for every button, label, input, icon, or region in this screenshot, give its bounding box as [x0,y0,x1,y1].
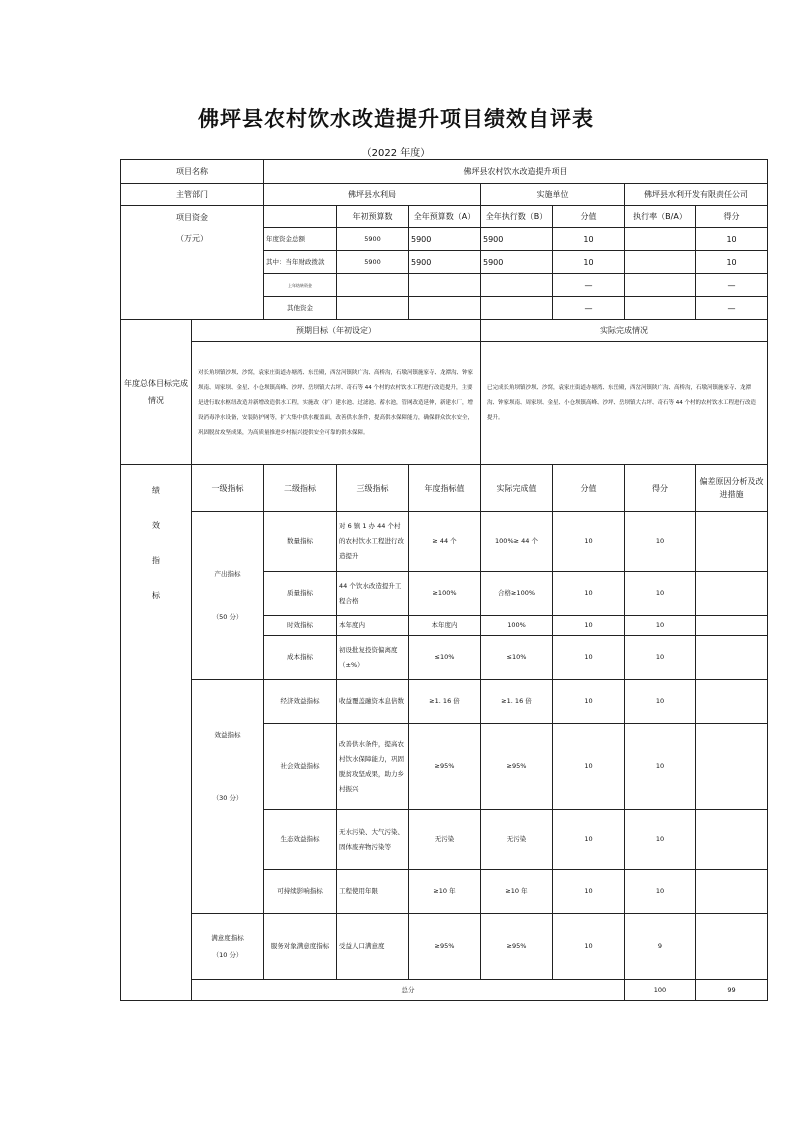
funds-cell: 5900 [409,228,481,251]
indicator-header-3: 年度指标值 [409,465,481,512]
funds-cell: 5900 [337,251,409,274]
l3-cell: 改善供水条件，提高农村饮水保障能力，巩固脱贫攻坚成果，助力乡村振兴 [337,724,409,810]
side-char: 绩 [152,486,160,495]
side-char: 效 [152,521,160,530]
actual-cell: ≥95% [481,724,553,810]
funds-row-name: 其中：当年财政拨款 [264,251,337,274]
total-label: 总分 [192,980,625,1001]
side-char: 指 [152,556,160,565]
funds-header-0: 年初预算数 [337,206,409,228]
target-cell: ≥ 44 个 [409,512,481,572]
funds-cell: — [696,297,768,320]
l2-cell: 时效指标 [264,616,337,636]
indicator-header-4: 实际完成值 [481,465,553,512]
actual-cell: ≥95% [481,914,553,980]
got-cell: 10 [625,724,696,810]
actual-cell: 100% [481,616,553,636]
got-cell: 10 [625,616,696,636]
note-cell [696,810,768,870]
indicators-side-label [121,465,192,1001]
row-goals-header [121,320,768,342]
actual-cell: 合格≥100% [481,572,553,616]
l3-cell: 受益人口满意度 [337,914,409,980]
l2-cell: 生态效益指标 [264,810,337,870]
funds-header-3: 分值 [553,206,625,228]
row-project-name [121,160,768,184]
total-got: 99 [696,980,768,1001]
l3-cell: 44 个饮水改造提升工程合格 [337,572,409,616]
funds-cell [409,297,481,320]
score-cell: 10 [553,512,625,572]
funds-row-name: 其他资金 [264,297,337,320]
l3-cell: 收益覆盖融资本息倍数 [337,680,409,724]
funds-header-2: 全年执行数（B） [481,206,553,228]
target-cell: ≤10% [409,636,481,680]
funds-header-5: 得分 [696,206,768,228]
target-cell: ≥10 年 [409,870,481,914]
funds-cell [409,274,481,297]
funds-cell [625,297,696,320]
score-cell: 10 [553,572,625,616]
got-cell: 10 [625,810,696,870]
actual-cell: 100%≥ 44 个 [481,512,553,572]
l2-cell: 可持续影响指标 [264,870,337,914]
row-goals-content [121,342,768,465]
funds-cell: 10 [696,251,768,274]
project-name-label: 项目名称 [121,160,264,184]
funds-cell [625,228,696,251]
funds-header-blank [264,206,337,228]
target-cell: 本年度内 [409,616,481,636]
funds-header-1: 全年预算数（A） [409,206,481,228]
note-cell [696,512,768,572]
l1-label: 满意度指标 [211,933,244,942]
got-cell: 10 [625,512,696,572]
funds-label-cell [121,206,264,320]
funds-cell: — [553,274,625,297]
score-cell: 10 [553,616,625,636]
funds-cell: — [553,297,625,320]
funds-cell: 5900 [337,228,409,251]
funds-cell [625,251,696,274]
impl-value: 佛坪县水利开发有限责任公司 [625,184,768,206]
note-cell [696,680,768,724]
funds-cell: 10 [696,228,768,251]
document-year: （2022 年度） [361,148,431,159]
target-cell: ≥95% [409,724,481,810]
row-indicators-header [121,465,768,512]
l1-benefit-cell [192,680,264,914]
funds-cell: 10 [553,251,625,274]
target-cell: 无污染 [409,810,481,870]
l3-cell: 初设批复投资偏离度（±%） [337,636,409,680]
actual-cell: ≥1. 16 倍 [481,680,553,724]
indicator-row [121,680,768,724]
target-cell: ≥1. 16 倍 [409,680,481,724]
note-cell [696,572,768,616]
goals-actual-text: 已完成长角坝镇沙坝、沙窝，袁家庄街道办塘湾、东岳殿，西岔河镇陕广沟、高桥沟，石墩河镇施家寺、龙潭沟、钟家坝南、周家坝、金星、小仓坝镇高峰、沙坪、岳坝镇大古坪、奇石等 44 个村的农村饮水工程进行改造提升。 [481,342,768,465]
l3-cell: 本年度内 [337,616,409,636]
goals-label: 年度总体目标完成情况 [121,320,192,465]
funds-cell: 5900 [481,228,553,251]
dept-value: 佛坪县水利局 [264,184,481,206]
actual-cell: ≤10% [481,636,553,680]
note-cell [696,914,768,980]
got-cell: 10 [625,680,696,724]
indicator-row [121,914,768,980]
goals-expected-label: 预期目标（年初设定） [192,320,481,342]
actual-cell: 无污染 [481,810,553,870]
impl-label: 实施单位 [481,184,625,206]
score-cell: 10 [553,636,625,680]
note-cell [696,616,768,636]
funds-row-name: 年度资金总额 [264,228,337,251]
document-title: 佛坪县农村饮水改造提升项目绩效自评表 [198,106,594,131]
funds-cell: — [696,274,768,297]
dept-label: 主管部门 [121,184,264,206]
l3-cell: 工程使用年限 [337,870,409,914]
score-cell: 10 [553,870,625,914]
side-char: 标 [152,591,160,600]
funds-header-4: 执行率（B/A） [625,206,696,228]
l1-label: 产出指标 [214,569,241,578]
funds-cell [481,274,553,297]
row-department [121,184,768,206]
funds-row-name: 上年结转资金 [264,274,337,297]
funds-cell [481,297,553,320]
total-score: 100 [625,980,696,1001]
got-cell: 9 [625,914,696,980]
target-cell: ≥95% [409,914,481,980]
funds-cell [625,274,696,297]
l1-score: （50 分） [212,612,243,621]
score-cell: 10 [553,810,625,870]
l2-cell: 数量指标 [264,512,337,572]
l1-score: （30 分） [212,793,243,802]
l1-score: （10 分） [212,950,243,959]
score-cell: 10 [553,724,625,810]
l2-cell: 经济效益指标 [264,680,337,724]
goals-actual-label: 实际完成情况 [481,320,768,342]
l1-satisfaction-cell [192,914,264,980]
row-funds-header [121,206,768,228]
target-cell: ≥100% [409,572,481,616]
l3-cell: 无水污染、大气污染、固体废弃物污染等 [337,810,409,870]
indicator-header-0: 一级指标 [192,465,264,512]
l1-output-cell [192,512,264,680]
funds-cell [337,274,409,297]
indicator-row [121,512,768,572]
funds-cell: 5900 [481,251,553,274]
indicator-header-7: 偏差原因分析及改进措施 [696,465,768,512]
project-name-value: 佛坪县农村饮水改造提升项目 [264,160,768,184]
funds-cell [337,297,409,320]
note-cell [696,870,768,914]
l2-cell: 成本指标 [264,636,337,680]
score-cell: 10 [553,680,625,724]
funds-cell: 10 [553,228,625,251]
score-cell: 10 [553,914,625,980]
got-cell: 10 [625,870,696,914]
funds-cell: 5900 [409,251,481,274]
indicator-header-2: 三级指标 [337,465,409,512]
l2-cell: 服务对象满意度指标 [264,914,337,980]
funds-unit: （万元） [176,234,208,243]
l2-cell: 社会效益指标 [264,724,337,810]
got-cell: 10 [625,636,696,680]
note-cell [696,636,768,680]
l1-label: 效益指标 [214,730,241,739]
note-cell [696,724,768,810]
got-cell: 10 [625,572,696,616]
goals-expected-text: 对长角坝镇沙坝、沙窝，袁家庄街道办塘湾、东岳殿，西岔河镇陕广沟、高桥沟，石墩河镇施家寺、龙潭沟、钟家坝南、周家坝、金星、小仓坝镇高峰、沙坪、岳坝镇大古坪、奇石等 44 个村的农村饮水工程进行改造提升，主要是进行取水枢纽改造并新增改造供水工程，实施改（扩）建水池、过滤池、蓄水池，管网改造延伸，新建水厂，增设消毒净水设备，安装防护网等，扩大集中供水覆盖面，改善供水条件，提高供水保障能力，确保群众饮水安全，巩固脱贫攻坚成果，为高质量推进乡村振兴提供安全可靠的供水保障。 [192,342,481,465]
l3-cell: 对 6 镇 1 办 44 个村的农村饮水工程进行改造提升 [337,512,409,572]
actual-cell: ≥10 年 [481,870,553,914]
l2-cell: 质量指标 [264,572,337,616]
indicator-header-5: 分值 [553,465,625,512]
indicator-header-6: 得分 [625,465,696,512]
row-total [121,980,768,1001]
indicator-header-1: 二级指标 [264,465,337,512]
funds-label: 项目资金 [176,213,208,222]
evaluation-table [120,159,768,1001]
